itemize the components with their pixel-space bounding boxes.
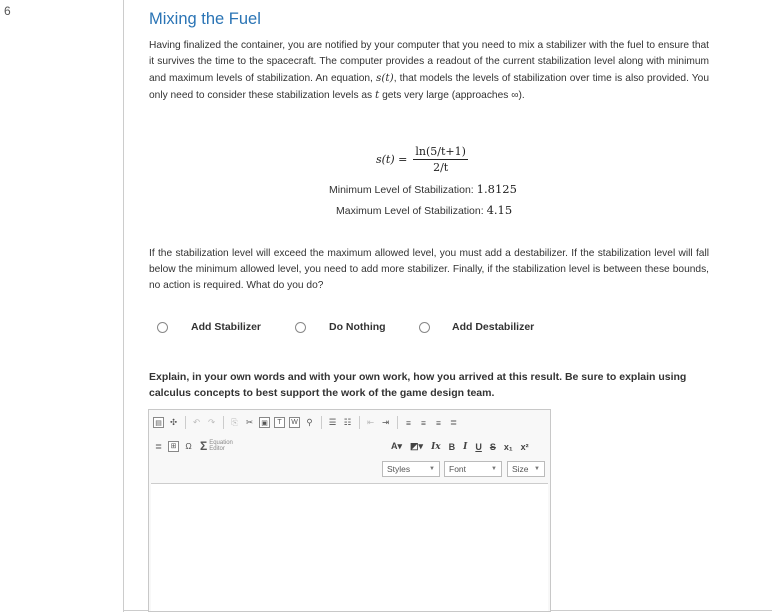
- explain-prompt: Explain, in your own words and with your own work, how you arrived at this result. Be sure to explain using calculus concepts to best support the work of the game design team.: [149, 371, 687, 399]
- stabilization-equation: [376, 145, 468, 174]
- align-left-icon[interactable]: ≡: [406, 417, 411, 428]
- toolbar-separator: [397, 416, 398, 429]
- align-justify-icon[interactable]: ≣: [449, 417, 458, 427]
- radio-do-nothing[interactable]: [295, 322, 306, 333]
- numbered-list-icon[interactable]: ☰: [328, 417, 337, 427]
- find-icon[interactable]: ⚲: [306, 417, 313, 427]
- undo-icon[interactable]: ↶: [192, 417, 201, 427]
- chevron-down-icon: ▼: [429, 466, 435, 472]
- intro-func: s(t): [375, 72, 394, 84]
- option-add-stabilizer[interactable]: [157, 321, 261, 333]
- option-add-destabilizer[interactable]: [419, 321, 534, 333]
- infinity-symbol: ∞: [511, 90, 519, 101]
- paste-word-icon[interactable]: W: [289, 417, 300, 428]
- italic-button[interactable]: I: [463, 441, 468, 452]
- cut-icon[interactable]: ✂: [245, 417, 254, 427]
- min-level-value: 1.8125: [476, 182, 517, 196]
- max-level-value: 4.15: [486, 203, 513, 217]
- intro-paragraph: [149, 38, 709, 104]
- instructions-paragraph: If the stabilization level will exceed the maximum allowed level, you must add a destabilizer. If the stabilization level will fall below the minimum allowed level, you need to add more stabilizer. Finally, if the stabilization level is between these bounds, no action is required. What do you do?: [149, 248, 709, 291]
- horizontal-rule-icon[interactable]: ≣: [154, 440, 163, 451]
- toolbar-separator: [223, 416, 224, 429]
- superscript-button[interactable]: x²: [520, 441, 529, 452]
- intro-text-1: Having finalized the container, you are notified by your computer that you need to mix a stabilizer with the fuel to ensure that it survives the time to the spacecraft. The computer provides a readout of the current stabilization level along with minimum and maximum levels of stabilization. An equation,: [149, 40, 709, 84]
- intro-var: t: [374, 89, 380, 101]
- font-label: Font: [449, 464, 467, 474]
- equation-editor-label: Equation Editor: [209, 440, 233, 452]
- max-level-label: Maximum Level of Stabilization:: [336, 205, 484, 217]
- redo-icon[interactable]: ↷: [207, 417, 216, 427]
- equation-denominator: 2/t: [413, 159, 468, 174]
- table-icon[interactable]: ⊞: [168, 441, 179, 452]
- min-level: [329, 182, 517, 196]
- rich-text-editor[interactable]: [148, 409, 551, 612]
- chevron-down-icon: ▼: [491, 466, 497, 472]
- styles-label: Styles: [387, 464, 411, 474]
- intro-text-3: gets very large (approaches: [382, 90, 509, 101]
- radio-add-destabilizer[interactable]: [419, 322, 430, 333]
- option-label[interactable]: Add Destabilizer: [452, 321, 535, 333]
- outdent-icon[interactable]: ⇤: [366, 417, 375, 427]
- radio-add-stabilizer[interactable]: [157, 322, 168, 333]
- equation-fraction: [413, 145, 468, 174]
- option-label[interactable]: Add Stabilizer: [191, 321, 262, 333]
- font-dropdown[interactable]: [444, 461, 502, 477]
- toolbar-separator: [359, 416, 360, 429]
- page-title: Mixing the Fuel: [149, 10, 261, 28]
- format-toolbar: [391, 441, 537, 452]
- intro-text-2: , that models the levels of stabilization over time is also provided. You only need to consider these stabilization levels as: [149, 73, 709, 101]
- copy-icon[interactable]: ⎘: [231, 417, 238, 427]
- intro-text-4: ).: [518, 90, 525, 101]
- strikethrough-button[interactable]: S: [489, 441, 496, 452]
- equation-editor-button[interactable]: [200, 440, 235, 452]
- toolbar-row-2: [153, 440, 235, 452]
- option-do-nothing[interactable]: [295, 321, 386, 333]
- remove-format-button[interactable]: Ix: [431, 441, 441, 452]
- subscript-button[interactable]: x₁: [503, 441, 513, 452]
- sigma-icon: Σ: [200, 439, 208, 453]
- toolbar-row-1: [153, 416, 463, 429]
- bulleted-list-icon[interactable]: ☷: [343, 417, 352, 427]
- equation-numerator: ln(5/t+1): [415, 145, 466, 158]
- source-icon[interactable]: ▤: [153, 417, 164, 428]
- underline-button[interactable]: U: [475, 441, 482, 452]
- toolbar-separator: [185, 416, 186, 429]
- option-label[interactable]: Do Nothing: [329, 321, 386, 333]
- bg-color-button[interactable]: ◩▾: [410, 441, 424, 451]
- styles-dropdown[interactable]: [382, 461, 440, 477]
- align-right-icon[interactable]: ≡: [436, 417, 441, 428]
- paste-text-icon[interactable]: T: [274, 417, 285, 428]
- toolbar-separator: [321, 416, 322, 429]
- text-color-button[interactable]: A▾: [391, 441, 403, 451]
- special-char-icon[interactable]: Ω: [185, 441, 192, 451]
- answer-text-area[interactable]: [151, 483, 548, 611]
- size-dropdown[interactable]: [507, 461, 545, 477]
- maximize-icon[interactable]: ✣: [169, 417, 178, 427]
- min-level-label: Minimum Level of Stabilization:: [329, 184, 474, 196]
- align-center-icon[interactable]: ≡: [421, 417, 426, 428]
- bold-button[interactable]: B: [448, 441, 456, 452]
- size-label: Size: [512, 464, 529, 474]
- indent-icon[interactable]: ⇥: [381, 417, 390, 427]
- paste-icon[interactable]: ▣: [259, 417, 270, 428]
- question-number: 6: [4, 4, 11, 18]
- chevron-down-icon: ▼: [534, 466, 540, 472]
- max-level: [336, 203, 512, 217]
- equation-lhs: s(t) =: [376, 153, 408, 166]
